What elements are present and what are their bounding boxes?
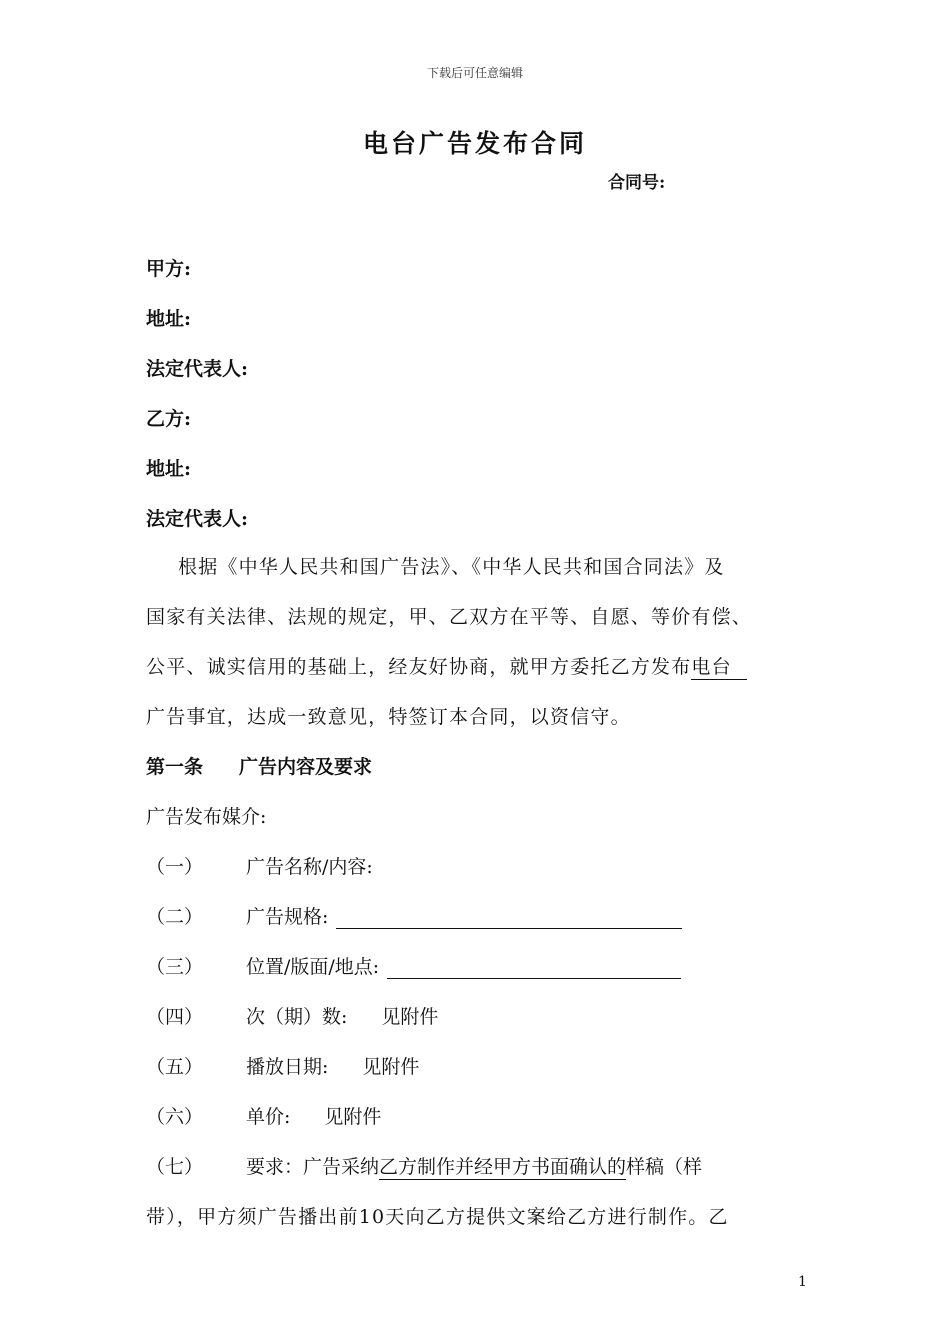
preamble-line-1: 根据《中华人民共和国广告法》、《中华人民共和国合同法》及	[178, 556, 725, 578]
item-label: 广告规格:	[246, 906, 329, 928]
party-b-address-label: 地址:	[146, 458, 192, 480]
party-a-rep-label: 法定代表人:	[146, 358, 249, 380]
party-b-rep-label: 法定代表人:	[146, 508, 249, 530]
item-label: 要求：广告采纳	[246, 1156, 380, 1178]
continuation-line: 带），甲方须广告播出前10天向乙方提供文案给乙方进行制作。乙	[146, 1206, 729, 1228]
article-1-title: 广告内容及要求	[239, 756, 373, 778]
preamble-line-2: 国家有关法律、法规的规定，甲、乙双方在平等、自愿、等价有偿、	[146, 606, 753, 628]
item-label: 广告名称/内容:	[246, 856, 373, 878]
underlined-requirement: 乙方制作并经甲方书面确认的	[379, 1152, 626, 1180]
party-a-address-label: 地址:	[146, 308, 192, 330]
blank-line	[336, 908, 682, 929]
list-item	[146, 1052, 419, 1079]
item-number: （七）	[146, 1156, 204, 1178]
preamble-line-3	[146, 652, 747, 680]
item-label: 次（期）数:	[246, 1006, 348, 1028]
list-item	[146, 952, 681, 979]
item-number: （三）	[146, 956, 204, 978]
item-label-suffix: 样稿（样	[626, 1156, 703, 1178]
list-item	[146, 1152, 702, 1180]
item-value: 见附件	[324, 1106, 382, 1128]
item-number: （四）	[146, 1006, 204, 1028]
list-item	[146, 852, 373, 879]
preamble-line-3-text: 公平、诚实信用的基础上，经友好协商，就甲方委托乙方发布	[146, 656, 692, 678]
preamble-line-4: 广告事宜，达成一致意见，特签订本合同，以资信守。	[146, 706, 631, 728]
item-label: 位置/版面/地点:	[246, 956, 380, 978]
list-item	[146, 1102, 381, 1129]
list-item	[146, 1002, 438, 1029]
header-note: 下载后可任意编辑	[426, 66, 523, 80]
item-number: （五）	[146, 1056, 204, 1078]
party-a-label: 甲方:	[146, 258, 192, 280]
list-item	[146, 902, 682, 929]
item-value: 见附件	[362, 1056, 420, 1078]
page-number: 1	[798, 1274, 807, 1290]
underlined-media-type: 电台	[691, 652, 747, 680]
media-label: 广告发布媒介:	[146, 806, 267, 828]
article-1-number: 第一条	[146, 756, 204, 778]
item-number: （一）	[146, 856, 204, 878]
blank-line	[387, 958, 681, 979]
party-b-label: 乙方:	[146, 408, 192, 430]
article-1-heading	[146, 752, 372, 779]
item-number: （二）	[146, 906, 204, 928]
item-label: 播放日期:	[246, 1056, 329, 1078]
item-label: 单价:	[246, 1106, 291, 1128]
item-number: （六）	[146, 1106, 204, 1128]
page-title: 电台广告发布合同	[362, 129, 587, 158]
contract-number-label: 合同号:	[608, 173, 666, 193]
item-value: 见附件	[381, 1006, 439, 1028]
